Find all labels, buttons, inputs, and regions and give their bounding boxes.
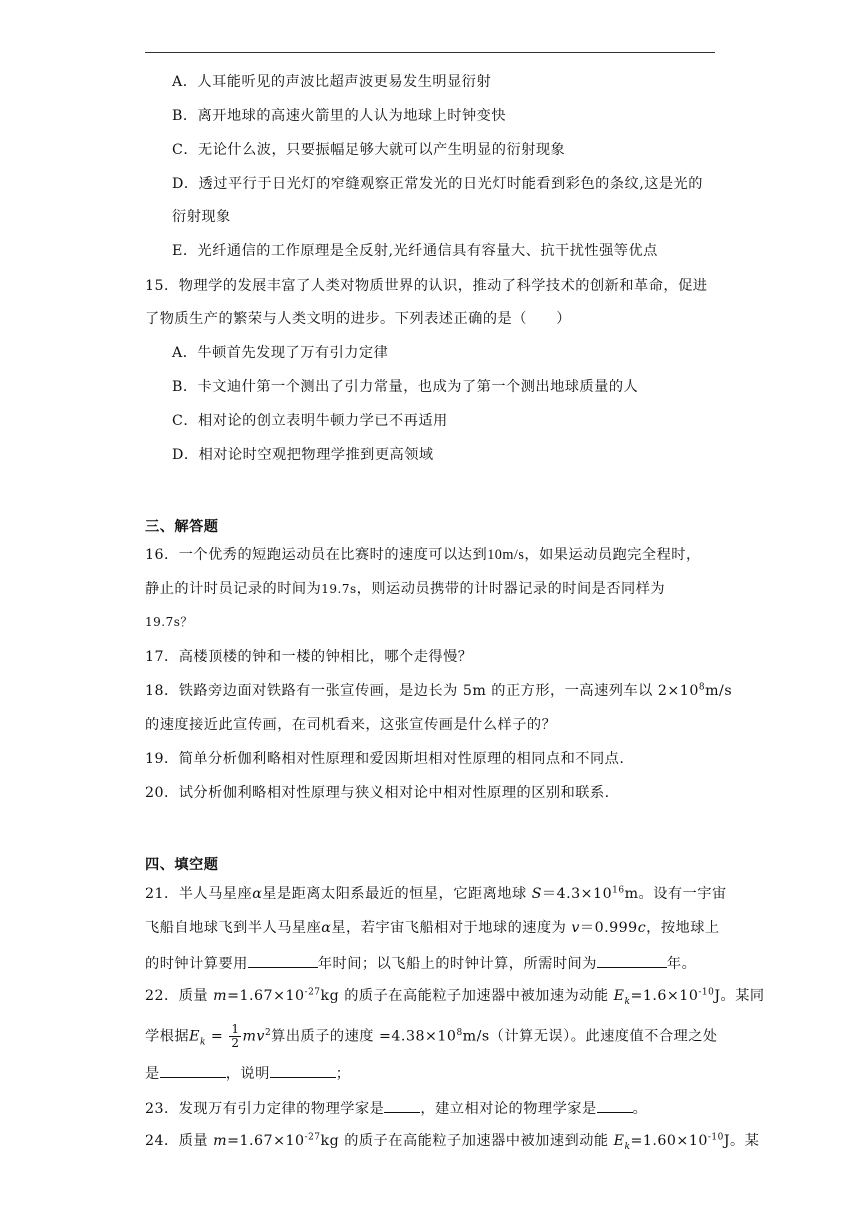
q15-option-a: A．牛顿首先发现了万有引力定律 bbox=[172, 345, 389, 361]
answer-blank[interactable] bbox=[270, 1063, 336, 1078]
q14-option-d: D．透过平行于日光灯的窄缝观察正常发光的日光灯时能看到彩色的条纹,这是光的 bbox=[172, 176, 703, 192]
q22-line3: 是 ，说明 ； bbox=[145, 1063, 350, 1083]
q18-line2: 的速度接近此宣传画，在司机看来，这张宣传画是什么样子的？ bbox=[145, 717, 557, 733]
q17: 17．高楼顶楼的钟和一楼的钟相比，哪个走得慢？ bbox=[145, 649, 473, 665]
section-heading-4: 四、填空题 bbox=[145, 857, 219, 873]
q15-option-c: C．相对论的创立表明牛顿力学已不再适用 bbox=[172, 413, 448, 429]
section-heading-3: 三、解答题 bbox=[145, 519, 219, 535]
q22-line1: 22．质量 $m=1.67\times 10^{-27}kg$ 的质子在高能粒子加速器中被加速为动能 $E_k=1.6\times 10^{-10}J$。某同 bbox=[145, 987, 765, 1007]
q15-stem-line2: 了物质生产的繁荣与人类文明的进步。下列表述正确的是（ ） bbox=[145, 311, 571, 327]
q15-option-b: B．卡文迪什第一个测出了引力常量，也成为了第一个测出地球质量的人 bbox=[172, 379, 639, 395]
q21-line2: 飞船自地球飞到半人马星座α星，若宇宙飞船相对于地球的速度为 v＝0.999c，按地球上 bbox=[145, 920, 720, 936]
header-rule bbox=[145, 52, 715, 53]
q21-line1: 21．半人马星座α星是距离太阳系最近的恒星，它距离地球 $S=4.3\times 10^{16}m$。设有一宇宙 bbox=[145, 885, 727, 902]
q18-line1: 18．铁路旁边面对铁路有一张宣传画，是边长为 5m 的正方形，一高速列车以 $2\times 10^8m/s$ bbox=[145, 682, 733, 699]
q21-line3: 的时钟计算要用 年时间；以飞船上的时钟计算，所需时间为 年。 bbox=[145, 953, 696, 973]
q14-option-c: C．无论什么波，只要振幅足够大就可以产生明显的衍射现象 bbox=[172, 142, 566, 158]
q15-stem-line1: 15．物理学的发展丰富了人类对物质世界的认识，推动了科学技术的创新和革命，促进 bbox=[145, 278, 708, 294]
answer-blank[interactable] bbox=[597, 1098, 633, 1113]
q23: 23．发现万有引力定律的物理学家是 ，建立相对论的物理学家是 。 bbox=[145, 1098, 647, 1118]
answer-blank[interactable] bbox=[384, 1098, 420, 1113]
q24-line1: 24．质量 $m=1.67\times 10^{-27}kg$ 的质子在高能粒子加速器中被加速到动能 $E_k=1.60\times 10^{-10}J$。某 bbox=[145, 1132, 760, 1152]
q14-option-e: E．光纤通信的工作原理是全反射,光纤通信具有容量大、抗干扰性强等优点 bbox=[172, 243, 658, 259]
fraction-one-half: $\frac{1}{2}$ bbox=[231, 1022, 240, 1050]
q15-option-d: D．相对论时空观把物理学推到更高领域 bbox=[172, 447, 434, 463]
q14-option-b: B．离开地球的高速火箭里的人认为地球上时钟变快 bbox=[172, 108, 507, 124]
q14-option-a: A．人耳能听见的声波比超声波更易发生明显衍射 bbox=[172, 74, 492, 90]
answer-blank[interactable] bbox=[597, 953, 667, 968]
q22-line2: 学根据$E_k$ = $\frac{1}{2}$ $mv^2$算出质子的速度 $=4.38\times 10^8m/s$（计算无误）。此速度值不合理之处 bbox=[145, 1022, 718, 1050]
q20: 20．试分析伽利略相对性原理与狭义相对论中相对性原理的区别和联系. bbox=[145, 785, 610, 801]
q16-line1: 16．一个优秀的短跑运动员在比赛时的速度可以达到10m/s，如果运动员跑完全程时， bbox=[145, 547, 701, 563]
q16-line2: 静止的计时员记录的时间为19.7s，则运动员携带的计时器记录的时间是否同样为 bbox=[145, 581, 666, 597]
q16-line3: 19.7s？ bbox=[145, 615, 193, 629]
answer-blank[interactable] bbox=[248, 953, 318, 968]
answer-blank[interactable] bbox=[160, 1063, 226, 1078]
q19: 19．简单分析伽利略相对性原理和爱因斯坦相对性原理的相同点和不同点. bbox=[145, 751, 625, 767]
q14-option-d-cont: 衍射现象 bbox=[172, 209, 231, 225]
